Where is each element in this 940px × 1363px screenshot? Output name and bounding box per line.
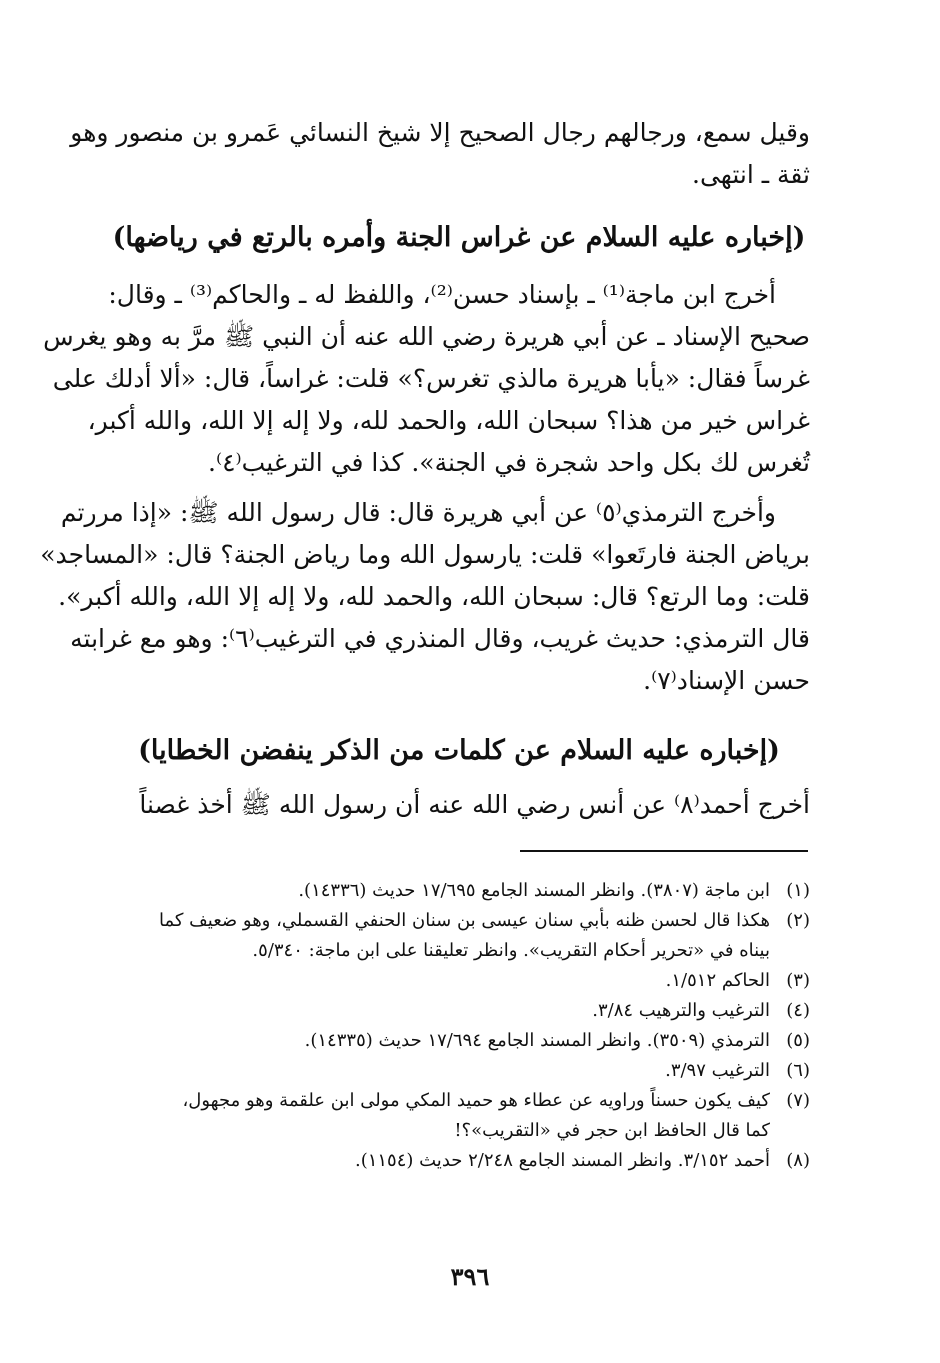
body-line: حسن الإسناد⁽٧⁾.: [643, 666, 810, 695]
footnote-item: [108, 1026, 810, 1056]
body-paragraph-continuation: [70, 112, 810, 196]
footnote-item: [108, 966, 810, 996]
footnote-number: (١): [786, 880, 810, 901]
body-paragraph: [43, 274, 810, 484]
footnote-text: بيناه في «تحرير أحكام التقريب». وانظر تعليقنا على ابن ماجة: ٥/٣٤٠.: [252, 940, 770, 961]
body-line: صحيح الإسناد ـ عن أبي هريرة رضي الله عنه أن النبي ﷺ مرَّ به وهو يغرس: [43, 322, 810, 351]
footnote-item: [108, 996, 810, 1026]
body-line: غراس خير من هذا؟ سبحان الله، والحمد لله، ولا إله إلا الله، والله أكبر،: [87, 406, 810, 435]
body-line: غرساً فقال: «يأبا هريرة مالذي تغرس؟» قلت: غراساً، قال: «ألا أدلك على: [52, 364, 810, 393]
footnote-text: أحمد ٣/١٥٢. وانظر المسند الجامع ٢/٢٤٨ حديث (١١٥٤).: [354, 1150, 770, 1171]
body-line: قال الترمذي: حديث غريب، وقال المنذري في الترغيب⁽٦⁾: وهو مع غرابته: [70, 624, 810, 653]
body-line: وأخرج الترمذي⁽٥⁾ عن أبي هريرة قال: قال رسول الله ﷺ: «إذا مررتم: [60, 498, 776, 527]
body-line: أخرج أحمد⁽٨⁾ عن أنس رضي الله عنه أن رسول الله ﷺ أخذ غصناً: [139, 790, 810, 819]
body-line: قلت: وما الرتع؟ قال: سبحان الله، والحمد لله، ولا إله إلا الله، والله أكبر».: [58, 582, 810, 611]
footnote-separator: [520, 850, 808, 852]
footnote-item: [108, 1146, 810, 1176]
footnote-number: (٢): [786, 910, 810, 931]
footnote-text: ابن ماجة (٣٨٠٧). وانظر المسند الجامع ١٧/٦٩٥ حديث (١٤٣٣٦).: [298, 880, 770, 901]
footnote-item: [108, 906, 810, 966]
footnotes: [108, 876, 810, 1176]
section-heading: (إخباره عليه السلام عن غراس الجنة وأمره بالرتع في رياضها): [112, 222, 806, 253]
footnote-text: هكذا قال لحسن ظنه بأبي سنان عيسى بن سنان الحنفي القسملي، وهو ضعيف كما: [158, 910, 770, 931]
body-line: وقيل سمع، ورجالهم رجال الصحيح إلا شيخ النسائي عَمرو بن منصور وهو: [70, 118, 810, 147]
footnote-number: (٤): [786, 1000, 810, 1021]
footnote-text: الترغيب ٣/٩٧.: [665, 1060, 770, 1081]
footnote-number: (٦): [786, 1060, 810, 1081]
footnote-text: كما قال الحافظ ابن حجر في «التقريب»؟!: [454, 1120, 770, 1141]
footnote-number: (٣): [786, 970, 810, 991]
footnote-number: (٥): [786, 1030, 810, 1051]
footnote-text: كيف يكون حسناً وراويه عن عطاء هو حميد المكي مولى ابن علقمة وهو مجهول،: [182, 1090, 770, 1111]
footnote-text: الحاكم ١/٥١٢.: [665, 970, 770, 991]
footnote-item: [108, 1086, 810, 1146]
footnote-number: (٧): [786, 1090, 810, 1111]
body-paragraph: [40, 492, 810, 702]
footnote-item: [108, 1056, 810, 1086]
body-line: تُغرس لك بكل واحد شجرة في الجنة». كذا في الترغيب⁽٤⁾.: [208, 448, 810, 477]
footnote-number: (٨): [786, 1150, 810, 1171]
footnote-text: الترغيب والترهيب ٣/٨٤.: [592, 1000, 770, 1021]
section-heading: (إخباره عليه السلام عن كلمات من الذكر ينفضن الخطايا): [138, 735, 780, 766]
footnote-item: [108, 876, 810, 906]
footnote-text: الترمذي (٣٥٠٩). وانظر المسند الجامع ١٧/٦٩٤ حديث (١٤٣٣٥).: [304, 1030, 770, 1051]
body-paragraph: [108, 784, 810, 826]
body-line: ثقة ـ انتهى.: [692, 160, 810, 189]
body-line: أخرج ابن ماجة⁽¹⁾ ـ بإسناد حسن⁽²⁾، واللفظ له ـ والحاكم⁽³⁾ ـ وقال:: [108, 280, 776, 309]
page-number: ٣٩٦: [450, 1262, 490, 1291]
body-line: برياض الجنة فارتَعوا» قلت: يارسول الله وما رياض الجنة؟ قال: «المساجد»: [40, 540, 810, 569]
